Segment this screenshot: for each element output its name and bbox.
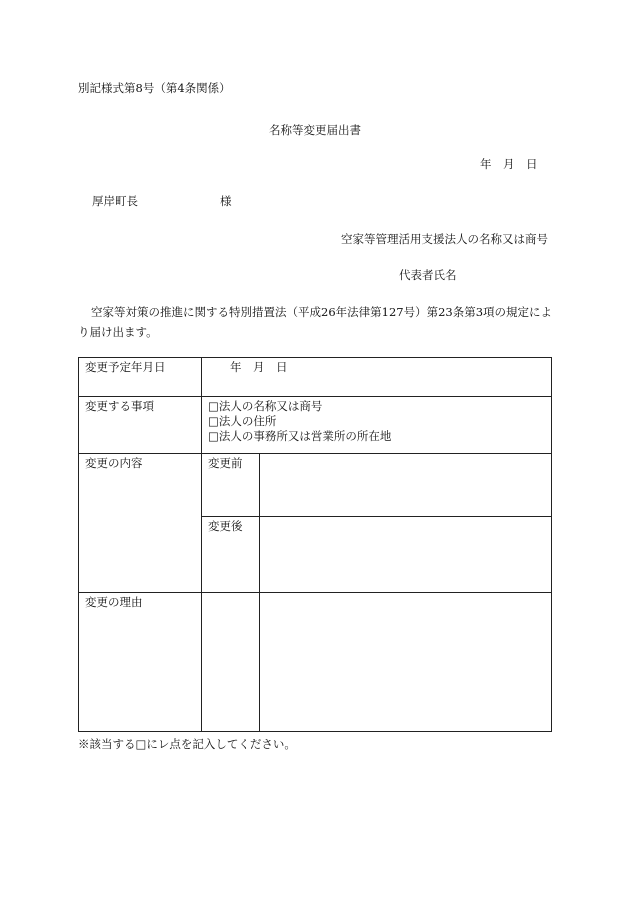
recipient-honorific: 様: [220, 194, 232, 208]
scheduled-date-label: 変更予定年月日: [79, 358, 202, 397]
change-matter-label: 変更する事項: [79, 397, 202, 454]
before-change-label: 変更前: [202, 454, 260, 517]
before-change-field[interactable]: [260, 454, 552, 517]
form-number: 別記様式第8号（第4条関係）: [78, 81, 231, 95]
change-matter-options: [202, 397, 552, 454]
submission-date: 年 月 日: [480, 157, 538, 171]
document-title: 名称等変更届出書: [269, 123, 361, 137]
change-form-table: [78, 357, 552, 732]
option-corporate-address[interactable]: □法人の住所: [208, 414, 277, 428]
change-reason-label: 変更の理由: [79, 593, 202, 732]
change-content-label: 変更の内容: [79, 454, 202, 593]
change-reason-field-left[interactable]: [202, 593, 260, 732]
representative-name-label: 代表者氏名: [399, 268, 457, 282]
option-office-location[interactable]: □法人の事務所又は営業所の所在地: [208, 429, 392, 443]
after-change-field[interactable]: [260, 517, 552, 593]
footnote: ※該当する□にレ点を記入してください。: [78, 737, 296, 751]
change-reason-field[interactable]: [260, 593, 552, 732]
body-text: 空家等対策の推進に関する特別措置法（平成26年法律第127号）第23条第3項の規定により届け出ます。: [78, 305, 553, 339]
scheduled-date-value[interactable]: 年 月 日: [202, 358, 552, 397]
option-corporate-name[interactable]: □法人の名称又は商号: [208, 399, 323, 413]
recipient-name: 厚岸町長: [92, 194, 138, 208]
after-change-label: 変更後: [202, 517, 260, 593]
applicant-corporate-name-label: 空家等管理活用支援法人の名称又は商号: [341, 232, 548, 246]
